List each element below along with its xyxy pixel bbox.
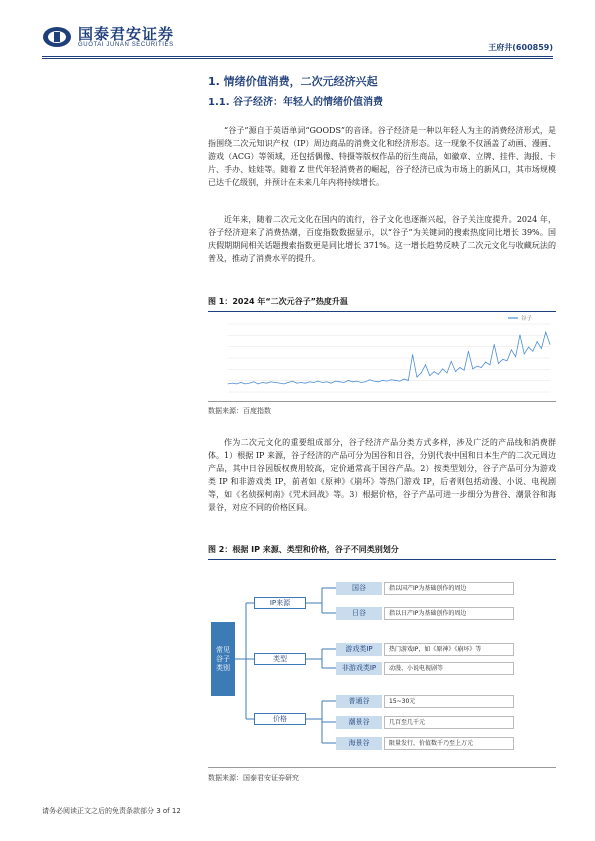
leaf-pugu-desc: 15~30元	[384, 695, 514, 708]
data-point	[283, 383, 284, 384]
figure-2-source: 数据来源：国泰君安证券研究	[208, 774, 299, 782]
data-point	[550, 344, 551, 345]
data-point	[459, 367, 460, 368]
data-point	[361, 382, 362, 383]
data-point	[502, 359, 503, 360]
data-point	[395, 380, 396, 381]
data-point	[404, 379, 405, 380]
header-divider-thin	[42, 58, 553, 59]
data-point	[369, 379, 370, 380]
data-point	[425, 364, 426, 365]
company-logo	[42, 26, 174, 48]
leaf-rigu: 日谷	[336, 607, 382, 620]
paragraph-2: 近年来，随着二次元文化在国内的流行，谷子文化也逐渐兴起，谷子关注度提升。2024 年，谷子经济迎来了消费热潮，百度指数数据显示，以“谷子”为关键词的搜索热度同比增长 39%。国庆假期期间相关话题搜索指数更是同比增长 371%。这一增长趋势反映了二次元文化与收藏玩法的普及，推动了消费水平的提升。	[208, 215, 556, 263]
data-point	[447, 373, 448, 374]
leaf-game-ip: 游戏类IP	[336, 643, 382, 656]
data-point	[275, 382, 276, 383]
data-point	[429, 375, 430, 376]
leaf-nongame-ip: 非游戏类IP	[336, 662, 382, 675]
data-point	[313, 382, 314, 383]
data-point	[489, 364, 490, 365]
data-point	[498, 363, 499, 364]
stock-label: 王府井(600859)	[488, 43, 553, 52]
data-point	[408, 380, 409, 381]
data-point	[485, 362, 486, 363]
data-point	[301, 382, 302, 383]
baidu-index-line-chart	[208, 312, 556, 398]
data-point	[240, 382, 241, 383]
group-price: 价格	[254, 713, 306, 725]
figure-1-title: 图 1：2024 年“二次元谷子”热度升温	[208, 296, 556, 312]
data-point	[365, 381, 366, 382]
data-point	[262, 382, 263, 383]
data-point	[537, 341, 538, 342]
data-point	[326, 381, 327, 382]
leaf-pugu: 普通谷	[336, 695, 382, 708]
data-point	[417, 377, 418, 378]
data-point	[511, 349, 512, 350]
data-point	[331, 383, 332, 384]
data-point	[309, 381, 310, 382]
company-name-cn: 国泰君安证券	[78, 25, 175, 43]
data-point	[382, 380, 383, 381]
leaf-guogu-desc: 指以国产IP为基础创作的周边	[384, 582, 514, 595]
paragraph-3: 作为二次元文化的重要组成部分，谷子经济产品分类方式多样，涉及广泛的产品线和消费群体。1）根据 IP 来源，谷子经济的产品可分为国谷和日谷，分别代表中国和日本生产的二次元周边产品，其中日谷因版权费用较高，定价通常高于国谷产品。2）按类型划分，谷子产品可分为游戏类 IP 和非游戏类 IP，前者如《原神》《崩坏》等热门游戏 IP，后者则包括动漫、小说、电视剧等，如《名侦探柯南》《咒术回战》等。3）根据价格，谷子产品可进一步细分为普谷、潮景谷和海景谷，对应不同的价格区间。	[208, 438, 556, 512]
data-point	[348, 380, 349, 381]
group-type: 类型	[254, 653, 306, 665]
data-point	[232, 383, 233, 384]
data-point	[545, 332, 546, 333]
data-point	[352, 381, 353, 382]
tree-root-node: 常见谷子类别	[211, 622, 235, 696]
leaf-haijinggu: 海景谷	[336, 737, 382, 750]
data-point	[249, 383, 250, 384]
data-point	[386, 381, 387, 382]
group-ip-source: IP来源	[254, 597, 306, 609]
data-point	[468, 351, 469, 352]
data-point	[507, 360, 508, 361]
figure-1-source-rule	[208, 401, 556, 402]
category-tree-diagram	[208, 578, 556, 763]
data-point	[421, 373, 422, 374]
data-point	[271, 381, 272, 382]
data-point	[335, 381, 336, 382]
data-point	[541, 348, 542, 349]
leaf-rigu-desc: 指以日产IP为基础创作的周边	[384, 607, 514, 620]
figure-1-source: 数据来源：百度指数	[208, 407, 271, 415]
data-point	[258, 383, 259, 384]
data-point	[477, 366, 478, 367]
leaf-chaojinggu-desc: 几百至几千元	[384, 716, 514, 729]
logo-emblem-icon	[42, 26, 72, 48]
data-point	[472, 368, 473, 369]
data-point	[378, 381, 379, 382]
data-point	[464, 370, 465, 371]
company-name-en: GUOTAI JUNAN SECURITIES	[78, 42, 174, 48]
subsection-heading: 1.1. 谷子经济：年轻人的情绪价值消费	[208, 97, 383, 108]
data-point	[391, 379, 392, 380]
data-point	[236, 383, 237, 384]
data-point	[318, 381, 319, 382]
data-point	[481, 367, 482, 368]
data-point	[305, 383, 306, 384]
data-point	[356, 381, 357, 382]
paragraph-1: “谷子”源自于英语单词“GOODS”的音译。谷子经济是一种以年轻人为主的消费经济形式，是指围绕二次元知识产权（IP）周边商品的消费文化和经济形态。这一现象不仅涵盖了动画、漫画、游戏（ACG）等领域，还包括偶像、特摄等版权作品的衍生商品，如徽章、立牌、挂件、海报、卡片、手办、娃娃等。随着 Z 世代年轻消费者的崛起，谷子经济已成为市场上的新风口，其市场规模已达千亿级别，并预计在未来几年内将持续增长。	[208, 126, 556, 187]
data-point	[296, 383, 297, 384]
data-point	[339, 381, 340, 382]
leaf-guogu: 国谷	[336, 582, 382, 595]
data-point	[412, 354, 413, 355]
data-point	[228, 383, 229, 384]
data-point	[292, 381, 293, 382]
data-point	[520, 334, 521, 335]
leaf-haijinggu-desc: 限量发行，价值数千乃至上万元	[384, 737, 514, 750]
data-point	[344, 382, 345, 383]
data-point	[528, 347, 529, 348]
footer-disclaimer: 请务必阅读正文之后的免责条款部分 3 of 12	[42, 807, 181, 815]
data-point	[266, 383, 267, 384]
header-divider	[42, 56, 553, 57]
data-point	[451, 361, 452, 362]
data-point	[515, 356, 516, 357]
data-point	[532, 351, 533, 352]
section-heading: 1. 情绪价值消费，二次元经济兴起	[208, 75, 378, 88]
data-point	[322, 382, 323, 383]
leaf-nongame-ip-desc: 动漫、小说电视剧等	[384, 662, 514, 675]
data-point	[524, 354, 525, 355]
data-point	[399, 381, 400, 382]
data-point	[455, 371, 456, 372]
data-point	[442, 368, 443, 369]
leaf-chaojinggu: 潮景谷	[336, 716, 382, 729]
data-point	[434, 371, 435, 372]
data-point	[494, 344, 495, 345]
data-point	[288, 382, 289, 383]
data-point	[438, 374, 439, 375]
data-point	[279, 383, 280, 384]
legend-label: 谷子	[521, 316, 533, 322]
figure-2-source-rule	[208, 767, 556, 768]
data-point	[245, 383, 246, 384]
figure-2-title: 图 2：根据 IP 来源、类型和价格，谷子不同类别划分	[208, 544, 556, 560]
leaf-game-ip-desc: 热门游戏IP，如《原神》《崩坏》等	[384, 643, 514, 656]
data-point	[253, 381, 254, 382]
data-point	[374, 381, 375, 382]
